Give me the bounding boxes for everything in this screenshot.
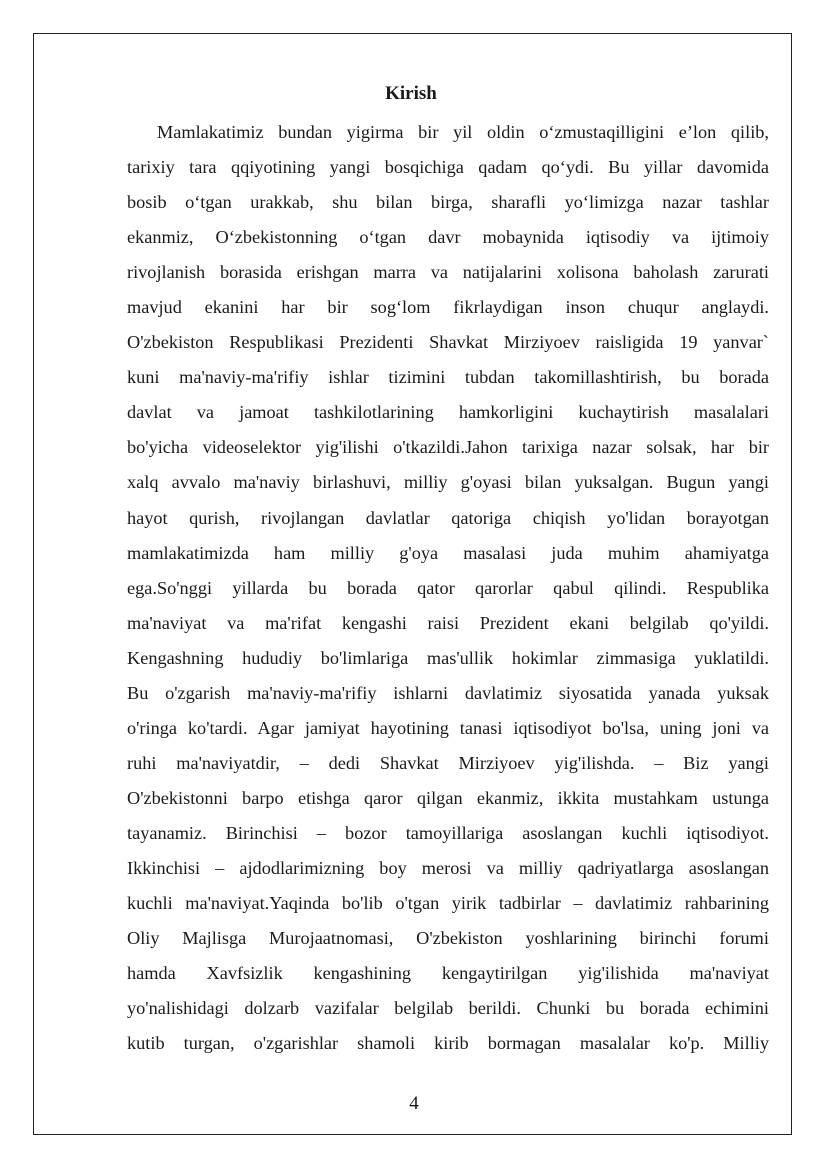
text-line: kuni ma'naviy-ma'rifiy ishlar tizimini tubdan takomillashtirish, bu borada (127, 367, 769, 388)
text-line: yo'nalishidagi dolzarb vazifalar belgilab berildi. Chunki bu borada echimini (127, 998, 769, 1019)
text-line: bo'yicha videoselektor yig'ilishi o'tkazildi.Jahon tarixiga nazar solsak, har bir (127, 437, 769, 458)
text-line: tayanamiz. Birinchisi – bozor tamoyillariga asoslangan kuchli iqtisodiyot. (127, 822, 769, 843)
body-paragraph (127, 115, 769, 1061)
text-line: O'zbekiston Respublikasi Prezidenti Shavkat Mirziyoev raisligida 19 yanvar` (127, 332, 769, 353)
text-line: Mamlakatimiz bundan yigirma bir yil oldin o‘zmustaqilligini e’lon qilib, (157, 122, 769, 142)
text-line: ma'naviyat va ma'rifat kengashi raisi Prezident ekani belgilab qo'yildi. (127, 612, 769, 633)
text-line: tarixiy tara qqiyotining yangi bosqichiga qadam qo‘ydi. Bu yillar davomida (127, 157, 769, 178)
text-line: Oliy Majlisga Murojaatnomasi, O'zbekiston yoshlarining birinchi forumi (127, 928, 769, 949)
text-line: mavjud ekanini har bir sog‘lom fikrlaydigan inson chuqur anglaydi. (127, 297, 769, 318)
text-line: hamda Xavfsizlik kengashining kengaytirilgan yig'ilishida ma'naviyat (127, 963, 769, 984)
text-line: bosib o‘tgan urakkab, shu bilan birga, sharafli yo‘limizga nazar tashlar (127, 192, 769, 213)
text-line: kutib turgan, o'zgarishlar shamoli kirib bormagan masalalar ko'p. Milliy (127, 1033, 769, 1054)
text-line: ekanmiz, O‘zbekistonning o‘tgan davr mobaynida iqtisodiy va ijtimoiy (127, 227, 769, 248)
text-line: davlat va jamoat tashkilotlarining hamkorligini kuchaytirish masalalari (127, 402, 769, 423)
text-line: ega.So'nggi yillarda bu borada qator qarorlar qabul qilindi. Respublika (127, 577, 769, 598)
section-heading: Kirish (385, 83, 437, 104)
text-line: o'ringa ko'tardi. Agar jamiyat hayotining tanasi iqtisodiyot bo'lsa, uning joni va (127, 717, 769, 738)
page-number: 4 (409, 1093, 419, 1114)
text-line: xalq avvalo ma'naviy birlashuvi, milliy g'oyasi bilan yuksalgan. Bugun yangi (127, 472, 769, 493)
text-line: ruhi ma'naviyatdir, – dedi Shavkat Mirziyoev yig'ilishda. – Biz yangi (127, 752, 769, 773)
text-line: mamlakatimizda ham milliy g'oya masalasi juda muhim ahamiyatga (127, 542, 769, 563)
text-line: Ikkinchisi – ajdodlarimizning boy merosi va milliy qadriyatlarga asoslangan (127, 857, 769, 878)
text-line: hayot qurish, rivojlangan davlatlar qatoriga chiqish yo'lidan borayotgan (127, 507, 769, 528)
text-line: Bu o'zgarish ma'naviy-ma'rifiy ishlarni davlatimiz siyosatida yanada yuksak (127, 682, 769, 703)
text-line: O'zbekistonni barpo etishga qaror qilgan ekanmiz, ikkita mustahkam ustunga (127, 787, 769, 808)
text-line: Kengashning hududiy bo'limlariga mas'ullik hokimlar zimmasiga yuklatildi. (127, 647, 769, 668)
text-line: rivojlanish borasida erishgan marra va natijalarini xolisona baholash zarurati (127, 262, 769, 283)
text-line: kuchli ma'naviyat.Yaqinda bo'lib o'tgan yirik tadbirlar – davlatimiz rahbarining (127, 893, 769, 914)
